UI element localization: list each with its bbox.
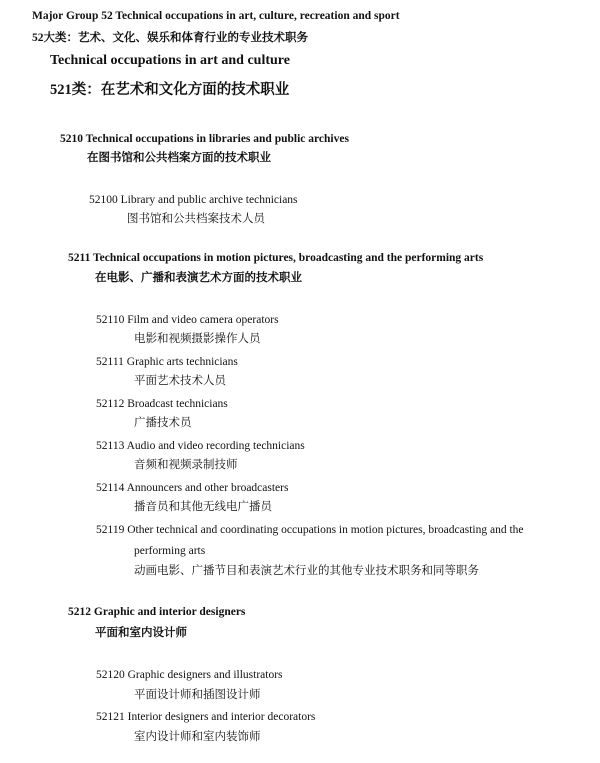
sub-major-title-cn: 521类：在艺术和文化方面的技术职业 xyxy=(50,82,290,98)
unit-group-title-cn: 室内设计师和室内装饰师 xyxy=(134,731,261,743)
unit-group-title-cn: 电影和视频摄影操作人员 xyxy=(134,333,261,345)
unit-group-title-en: 52113 Audio and video recording technicians xyxy=(96,440,305,452)
minor-group-title-cn: 在图书馆和公共档案方面的技术职业 xyxy=(87,152,271,164)
minor-group-title-en: 5210 Technical occupations in libraries and public archives xyxy=(60,133,349,145)
major-group-title-en: Major Group 52 Technical occupations in art, culture, recreation and sport xyxy=(32,10,400,22)
unit-group-title-cn: 音频和视频录制技师 xyxy=(134,459,238,471)
unit-group-title-cn: 广播技术员 xyxy=(134,417,192,429)
sub-major-title-en: Technical occupations in art and culture xyxy=(50,53,290,68)
unit-group-title-en: 52110 Film and video camera operators xyxy=(96,314,279,326)
unit-group-title-en: 52114 Announcers and other broadcasters xyxy=(96,482,289,494)
unit-group-title-en: 52119 Other technical and coordinating occupations in motion pictures, broadcasting and the xyxy=(96,524,524,536)
minor-group-title-en: 5211 Technical occupations in motion pictures, broadcasting and the performing arts xyxy=(68,252,484,264)
unit-group-title-en-continued: performing arts xyxy=(134,545,206,557)
unit-group-title-en: 52112 Broadcast technicians xyxy=(96,398,228,410)
minor-group-title-en: 5212 Graphic and interior designers xyxy=(68,606,246,618)
minor-group-title-cn: 平面和室内设计师 xyxy=(95,627,187,639)
unit-group-title-en: 52121 Interior designers and interior decorators xyxy=(96,711,316,723)
unit-group-title-cn: 平面艺术技术人员 xyxy=(134,375,226,387)
unit-group-title-cn: 图书馆和公共档案技术人员 xyxy=(127,213,265,225)
unit-group-title-cn: 播音员和其他无线电广播员 xyxy=(134,501,272,513)
major-group-title-cn: 52大类：艺术、文化、娱乐和体育行业的专业技术职务 xyxy=(32,32,308,44)
unit-group-title-en: 52120 Graphic designers and illustrators xyxy=(96,669,283,681)
unit-group-title-en: 52100 Library and public archive technicians xyxy=(89,194,298,206)
minor-group-title-cn: 在电影、广播和表演艺术方面的技术职业 xyxy=(95,272,302,284)
unit-group-title-cn: 平面设计师和插图设计师 xyxy=(134,689,261,701)
unit-group-title-en: 52111 Graphic arts technicians xyxy=(96,356,238,368)
unit-group-title-cn: 动画电影、广播节目和表演艺术行业的其他专业技术职务和同等职务 xyxy=(134,565,479,577)
